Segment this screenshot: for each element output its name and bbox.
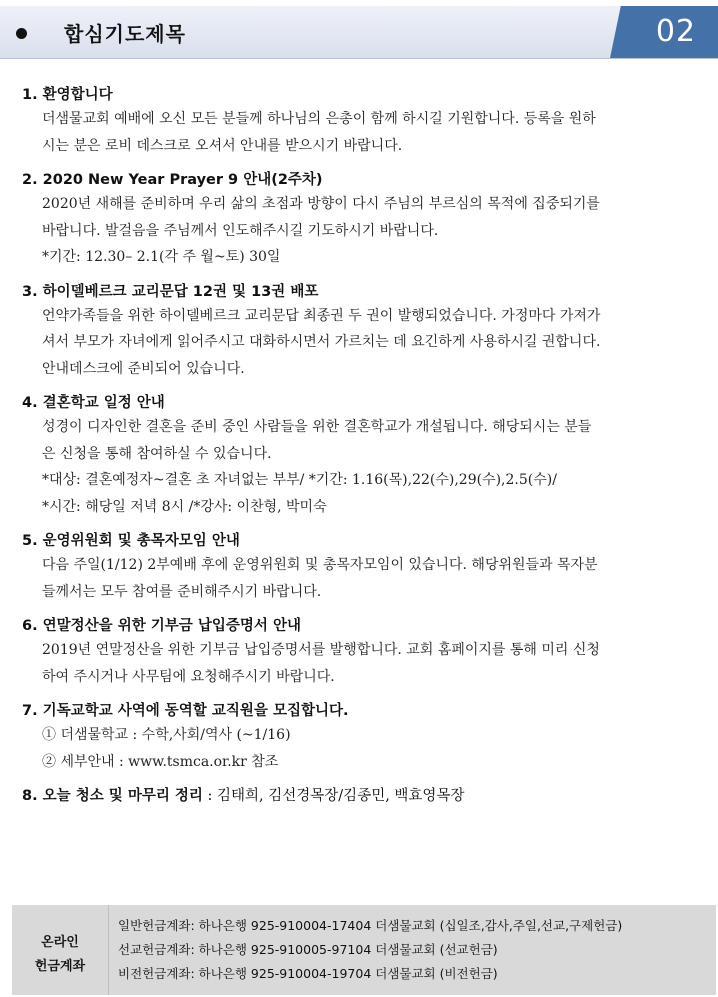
announcement-body (22, 303, 698, 383)
announcement-item (22, 785, 698, 807)
page-header (0, 6, 718, 59)
announcement-body (22, 722, 698, 775)
announcement-item (22, 392, 698, 520)
announcement-title: 2. 2020 New Year Prayer 9 안내(2주차) (22, 172, 323, 188)
body-line: 셔서 부모가 자녀에게 읽어주시고 대화하시면서 가르치는 데 요긴하게 사용하시길 권합니다. (42, 334, 601, 350)
page-number: 02 (655, 14, 696, 49)
body-line: 은 신청을 통해 참여하실 수 있습니다. (42, 445, 272, 462)
donation-accounts-box (12, 905, 716, 995)
account-list (118, 914, 622, 986)
announcement-body (22, 552, 698, 605)
body-line: *기간: 12.30– 2.1(각 주 월~토) 30일 (42, 249, 281, 265)
account-line: 일반헌금계좌: 하나은행 925-910004-17404 더샘물교회 (십일조,감사,주일,선교,구제헌금) (118, 918, 623, 933)
body-line: 더샘물교회 예배에 오신 모든 분들께 하나님의 은총이 함께 하시길 기원합니다. 등록을 원하 (42, 111, 596, 127)
announcement-body (22, 106, 698, 159)
announcement-title: 1. 환영합니다 (22, 87, 113, 103)
body-line: 하여 주시거나 사무팀에 요청해주시기 바랍니다. (42, 668, 335, 685)
announcement-body (22, 637, 698, 690)
body-line: 안내데스크에 준비되어 있습니다. (42, 360, 245, 377)
announcement-item (22, 615, 698, 690)
announcement-title: 4. 결혼학교 일정 안내 (22, 395, 165, 411)
announcement-body (22, 414, 698, 520)
announcement-body (22, 191, 698, 271)
body-line: *대상: 결혼예정자~결혼 초 자녀없는 부부/ *기간: 1.16(목),22(수),29(수),2.5(수)/ (42, 472, 557, 488)
announcement-title: 3. 하이델베르크 교리문답 12권 및 13권 배포 (22, 283, 319, 300)
announcement-item (22, 700, 698, 775)
announcement-inline-body: : 김태희, 김선경목장/김종민, 백효영목장 (202, 788, 465, 804)
announcement-title: 7. 기독교학교 사역에 동역할 교직원을 모집합니다. (22, 703, 349, 719)
announcement-title (22, 785, 698, 807)
bullet-icon (16, 28, 27, 39)
account-line: 선교헌금계좌: 하나은행 925-910005-97104 더샘물교회 (선교헌금) (118, 942, 498, 957)
body-line: ① 더샘물학교 : 수학,사회/역사 (~1/16) (42, 727, 291, 743)
announcement-item (22, 84, 698, 159)
donation-label-line: 헌금계좌 (34, 959, 86, 974)
announcement-item (22, 281, 698, 383)
donation-label-line: 온라인 (41, 935, 79, 950)
announcement-title: 6. 연말정산을 위한 기부금 납입증명서 안내 (22, 618, 301, 634)
announcement-list (22, 84, 698, 817)
announcement-title-text: 8. 오늘 청소 및 마무리 정리 (22, 788, 203, 804)
body-line: 바랍니다. 발걸음을 주님께서 인도해주시길 기도하시기 바랍니다. (42, 222, 439, 239)
donation-label (12, 905, 109, 995)
announcement-title: 5. 운영위원회 및 총목자모임 안내 (22, 533, 240, 549)
body-line: *시간: 해당일 저녁 8시 /*강사: 이찬형, 박미숙 (42, 498, 327, 515)
body-line: 시는 분은 로비 데스크로 오셔서 안내를 받으시기 바랍니다. (42, 137, 403, 154)
body-line: ② 세부안내 : www.tsmca.or.kr 참조 (42, 753, 279, 770)
account-line: 비전헌금계좌: 하나은행 925-910004-19704 더샘물교회 (비전헌금) (118, 966, 498, 981)
announcement-item (22, 169, 698, 271)
body-line: 2019년 연말정산을 위한 기부금 납입증명서를 발행합니다. 교회 홈페이지를 통해 미리 신청 (42, 642, 600, 658)
body-line: 언약가족들을 위한 하이델베르크 교리문답 최종권 두 권이 발행되었습니다. 가정마다 가져가 (42, 307, 601, 324)
body-line: 2020년 새해를 준비하며 우리 삶의 초점과 방향이 다시 주님의 부르심의 목적에 집중되기를 (42, 196, 600, 212)
body-line: 다음 주일(1/12) 2부예배 후에 운영위원회 및 총목자모임이 있습니다. 해당위원들과 목자분 (42, 557, 598, 573)
body-line: 성경이 디자인한 결혼을 준비 중인 사람들을 위한 결혼학교가 개설됩니다. 해당되시는 분들 (42, 419, 592, 435)
page-title: 합심기도제목 (64, 22, 186, 46)
body-line: 들께서는 모두 참여를 준비해주시기 바랍니다. (42, 583, 322, 600)
announcement-item (22, 530, 698, 605)
